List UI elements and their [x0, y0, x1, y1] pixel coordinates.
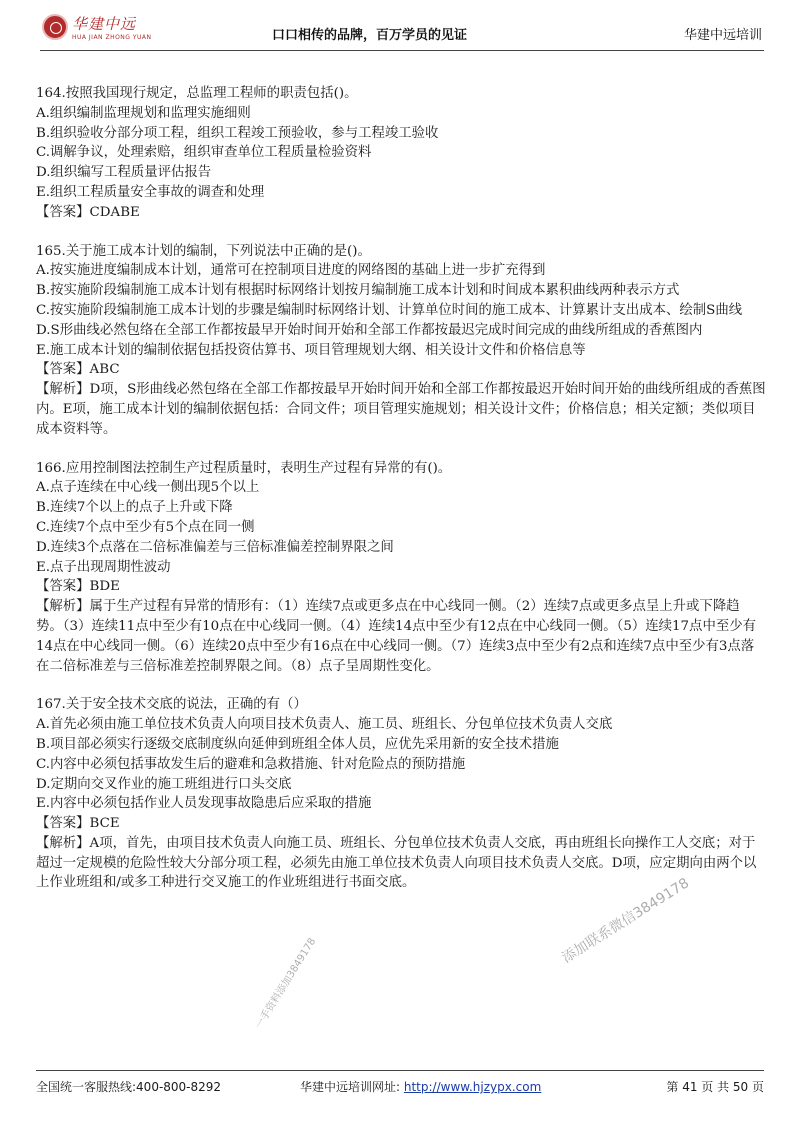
- option-d: D.组织编写工程质量评估报告: [36, 165, 212, 181]
- analysis: 【解析】A项，首先，由项目技术负责人向施工员、班组长、分包单位技术负责人交底，再由班组长向操作工人交底；对于超过一定规模的危险性较大分部分项工程，必须先由施工单位技术负责人向项目技术负责人交底。D项，应定期向由两个以上作业班组和/或多工种进行交叉施工的作业班组进行书面交底。: [36, 835, 757, 891]
- option-a: A.点子连续在中心线一侧出现5个以上: [36, 480, 260, 496]
- logo-text: 华建中远: [72, 15, 137, 33]
- watermark: 添加联系微信3849178: [559, 875, 693, 967]
- analysis: 【解析】属于生产过程有异常的情形有：（1）连续7点或更多点在中心线同一侧。（2）连续7点或更多点呈上升或下降趋势。（3）连续11点中至少有10点在中心线同一侧。（4）连续14点中至少有12点在中心线同一侧。（5）连续17点中至少有14点在中心线同一侧。（6）连续20点中至少有16点在中心线同一侧。（7）连续3点中至少有2点和连续7点中至少有3点落在二倍标准差与三倍标准差控制界限之间。（8）点子呈周期性变化。: [36, 599, 757, 674]
- watermark: 一手资料添加3849178: [253, 936, 319, 1031]
- option-c: C.调解争议，处理索赔，组织审查单位工程质量检验资料: [36, 145, 372, 161]
- option-e: E.内容中必须包括作业人员发现事故隐患后应采取的措施: [36, 796, 372, 812]
- question-166: [36, 459, 766, 677]
- page-footer: [36, 1070, 764, 1097]
- option-b: B.连续7个以上的点子上升或下降: [36, 500, 233, 516]
- question-164: [36, 84, 766, 223]
- analysis: 【解析】D项，S形曲线必然包络在全部工作都按最早开始时间开始和全部工作都按最迟开始时间开始的曲线所组成的香蕉图内。E项，施工成本计划的编制依据包括：合同文件；项目管理实施规划；相关设计文件；价格信息；相关定额；类似项目成本资料等。: [36, 382, 766, 437]
- header-brand: 华建中远培训: [683, 28, 762, 43]
- option-a: A.组织编制监理规划和监理实施细则: [36, 105, 251, 121]
- footer-hotline: 全国统一客服热线:400-800-8292: [36, 1080, 222, 1094]
- page-header: [40, 10, 764, 51]
- answer: 【答案】BCE: [36, 816, 120, 832]
- option-b: B.按实施阶段编制施工成本计划有根据时标网络计划按月编制施工成本计划和时间成本累积曲线两种表示方式: [36, 283, 680, 299]
- question-165: [36, 242, 766, 440]
- question-167: [36, 695, 766, 893]
- option-c: C.内容中必须包括事故发生后的避难和急救措施、针对危险点的预防措施: [36, 756, 466, 772]
- option-e: E.点子出现周期性波动: [36, 559, 171, 575]
- question-stem: 165.关于施工成本计划的编制，下列说法中正确的是()。: [36, 243, 371, 259]
- option-a: A.首先必须由施工单位技术负责人向项目技术负责人、施工员、班组长、分包单位技术负责人交底: [36, 717, 613, 733]
- answer: 【答案】BDE: [36, 579, 120, 595]
- footer-site: [300, 1078, 541, 1095]
- answer: 【答案】ABC: [36, 362, 120, 378]
- question-list: [36, 84, 766, 912]
- option-d: D.连续3个点落在二倍标准偏差与三倍标准偏差控制界限之间: [36, 539, 394, 555]
- question-stem: 164.按照我国现行规定，总监理工程师的职责包括()。: [36, 86, 358, 101]
- page-number: 第 41 页 共 50 页: [666, 1080, 764, 1094]
- header-slogan: 口口相传的品牌，百万学员的见证: [272, 28, 468, 43]
- logo-seal-icon: [42, 14, 68, 40]
- footer-site-label: 华建中远培训网址:: [300, 1080, 401, 1094]
- logo: [40, 10, 160, 48]
- option-a: A.按实施进度编制成本计划，通常可在控制项目进度的网络图的基础上进一步扩充得到: [36, 263, 546, 279]
- option-b: B.项目部必须实行逐级交底制度纵向延伸到班组全体人员，应优先采用新的安全技术措施: [36, 736, 559, 752]
- answer: 【答案】CDABE: [36, 204, 140, 220]
- option-d: D.定期向交叉作业的施工班组进行口头交底: [36, 776, 292, 792]
- logo-subtext: HUA JIAN ZHONG YUAN: [72, 34, 152, 41]
- option-d: D.S形曲线必然包络在全部工作都按最早开始时间开始和全部工作都按最迟完成时间完成的曲线所组成的香蕉图内: [36, 322, 703, 338]
- option-e: E.组织工程质量安全事故的调查和处理: [36, 184, 265, 200]
- option-c: C.连续7个点中至少有5个点在同一侧: [36, 519, 255, 535]
- option-e: E.施工成本计划的编制依据包括投资估算书、项目管理规划大纲、相关设计文件和价格信息等: [36, 342, 586, 358]
- option-b: B.组织验收分部分项工程，组织工程竣工预验收，参与工程竣工验收: [36, 125, 439, 141]
- option-c: C.按实施阶段编制施工成本计划的步骤是编制时标网络计划、计算单位时间的施工成本、计算累计支出成本、绘制S曲线: [36, 302, 743, 318]
- footer-site-link[interactable]: http://www.hjzypx.com: [403, 1080, 542, 1094]
- question-stem: 166.应用控制图法控制生产过程质量时，表明生产过程有异常的有()。: [36, 460, 452, 476]
- question-stem: 167.关于安全技术交底的说法，正确的有（）: [36, 697, 307, 713]
